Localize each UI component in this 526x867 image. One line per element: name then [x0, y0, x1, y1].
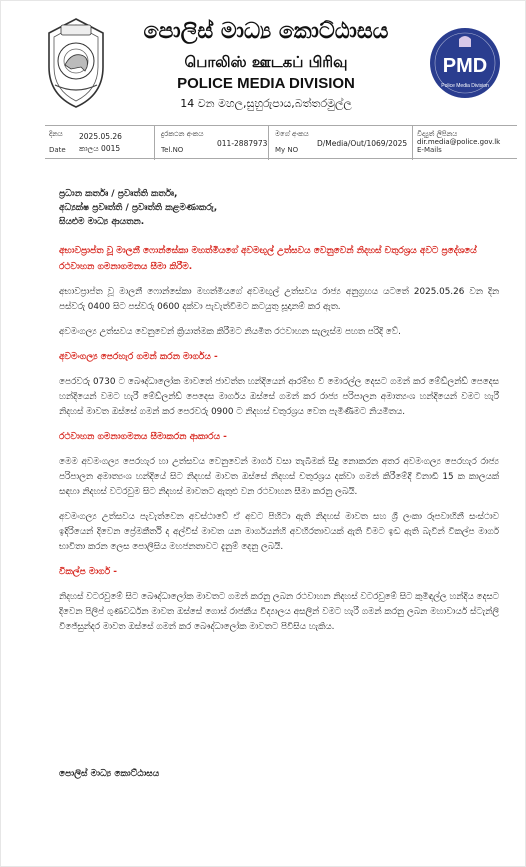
myno-cell — [269, 126, 413, 160]
addressee-line: අධ්‍යක්ෂ ප්‍රවෘත්ති / ප්‍රවෘත්ති කළමණාකරු, — [59, 203, 218, 213]
section-heading-route: අවමංගල්‍ය පෙරහැර ගමන් කරන මාර්ගය - — [59, 352, 218, 362]
pmd-logo — [429, 27, 501, 99]
date-cell — [45, 126, 155, 160]
time-value: කාලය 0015 — [79, 144, 121, 153]
paragraph-intro: අභාවප්‍රාප්ත වූ මාලනී ෆොන්සේකා මහත්මියගේ අවමඟුල් උත්සවය රාජ්‍ය අනුග්‍රහය යටතේ 2025.05.26 වන දින පස්වරු 0400 සිට පස්වරු 0600 දක්වා පැවැත්වීමට කටයුතු සූදානම් කර ඇත. — [59, 287, 499, 312]
tel-label-si: දුරකථන අංකය — [161, 130, 204, 138]
subject-heading: අභාවප්‍රාප්ත වූ මාලනී ෆොන්සේකා මහත්මියගේ අවමඟුල් උත්සවය වෙනුවෙන් නිදහස් චතුරශ්‍රය අවට ප්‍රදේශයේ රථවාහන ගමනාගමනය සීමා කිරීම. — [59, 246, 477, 272]
email-label-si: විද්‍යුත් ලිපිනය — [417, 130, 458, 138]
pmd-logo-ring-text: Police Media Division — [441, 83, 489, 89]
addressee-line: සියළුම මාධ්‍ය ආයතන. — [59, 217, 145, 227]
email-value[interactable]: dir.media@police.gov.lk — [417, 138, 501, 146]
addressee-line: ප්‍රධාන කර්තෘ / ප්‍රවෘත්ති කර්තෘ, — [59, 189, 178, 199]
tel-label-en: Tel.NO — [161, 146, 184, 154]
myno-value: D/Media/Out/1069/2025 — [317, 139, 408, 148]
date-label-si: දිනය — [49, 130, 63, 138]
paragraph-plan: අවමංගල්‍ය උත්සවය වෙනුවෙන් ක්‍රියාත්මක කිරීමට නියමිත රථවාහන සැලැස්ම පහත පරිදි වේ. — [59, 327, 401, 337]
sri-lanka-police-seal-icon — [41, 15, 111, 111]
section-heading-alternative: විකල්ප මාර්ග - — [59, 567, 118, 577]
tel-cell — [155, 126, 269, 160]
title-english: POLICE MEDIA DIVISION — [177, 75, 355, 92]
paragraph-restrictions: මෙම අවමංගල්‍ය පෙරහැර හා උත්සවය වෙනුවෙන් මාර්ග වසා තැබීමක් සිදු නොකරන අතර අවමංගල්‍ය පෙරහැර රාජ්‍ය පරිපාලන අමාත්‍යංශ හන්දියේ සිට නිදහස් මාවත ඔස්සේ නිදහස් චතුරශ්‍රය දක්වා ගමන් කිරීමේදී විනාඩි 15 ක කාලයක් සඳහා නිදහස් වටරවුම සිට නිදහස් මාවතට ඇතුළු වන රථවාහන සීමා කරනු ලබයි. — [59, 457, 499, 497]
tel-value: 011-2887973 — [217, 139, 268, 148]
reference-strip — [45, 125, 517, 159]
section-heading-restrictions: රථවාහන ගමනාගමනය සීමාකරන ආකාරය - — [59, 432, 227, 442]
title-tamil: பொலிஸ் ஊடகப் பிரிவு — [184, 53, 348, 71]
paragraph-congestion: අවමංගල්‍ය උත්සවය පැවැත්වෙන අවස්ථාවේ ඒ අවට පිහිටා ඇති නිදහස් මාවත සහ ශ්‍රී ලංකා රූපවාහිනී සංස්ථාව ඉදිරියෙන් දිවෙන ප්‍රේමකීර්ති ද අල්විස් මාවත යන මාර්ගයන්හි අවහිරතාවයක් ඇති වීමට ඉඩ ඇති බැවින් විකල්ප මාර්ග භාවිතා කරන ලෙස පොලිසිය මහජනතාවට දැනුම් දෙනු ලබයි. — [59, 512, 499, 552]
email-cell — [413, 126, 517, 160]
signoff: පොලිස් මාධ්‍ය කොට්ඨාසය — [59, 769, 160, 779]
letter-body — [59, 187, 499, 635]
title-sinhala: පොලිස් මාධ්‍ය කොට්ඨාසය — [143, 19, 389, 44]
date-label-en: Date — [49, 146, 66, 154]
paragraph-alternative: නිදහස් වටරවුමේ සිට බෞද්ධාලෝක මාවතට ගමන් කරනු ලබන රථවාහන නිදහස් වටරවුමේ සිට කුමිඳල්ල හන්දිය දෙසට දිවෙන පිලිප් ගුණවර්ධන මාවත ඔස්සේ ගොස් රාජකීය විද්‍යාලය අසලින් වමට හැරී ගමන් කරනු ලබන මහාවාර්ය ස්ටැන්ලි විජේසුන්දර මාවත ඔස්සේ ගමන් කර බෞද්ධාලෝක මාවතට පිවිසිය හැකිය. — [59, 592, 499, 632]
paragraph-route: පෙරවරු 0730 ට බෞද්ධාලෝක මාවතේ ජාවත්ත හන්දියෙන් ආරම්භ වී මොරල්ල දෙසට ගමන් කර මේඩ්ලන්ඩ් පෙදෙස හන්දියෙන් වමට හැරී මේඩ්ලන්ඩ් පෙදෙස මාර්ගය ඔස්සේ ගමන් කර රාජ්‍ය පරිපාලන අමාත්‍යංශ හන්දියෙන් වමට හැරී නිදහස් මාවත ඔස්සේ ගමන් කර පෙරවරු 0900 ට නිදහස් චතුරශ්‍රය වෙත පැමිණීමට නියමිතය. — [59, 377, 499, 417]
email-label-en: E-Mails — [417, 146, 442, 154]
addressee-block — [59, 187, 499, 229]
date-value: 2025.05.26 — [79, 132, 122, 141]
letterhead — [1, 1, 526, 119]
address: 14 වන මහල,සුහුරුපාය,බත්තරමුල්ල — [180, 97, 352, 110]
myno-label-si: මගේ අංකය — [275, 130, 309, 138]
pmd-logo-text: PMD — [442, 55, 488, 77]
myno-label-en: My NO — [275, 146, 299, 154]
